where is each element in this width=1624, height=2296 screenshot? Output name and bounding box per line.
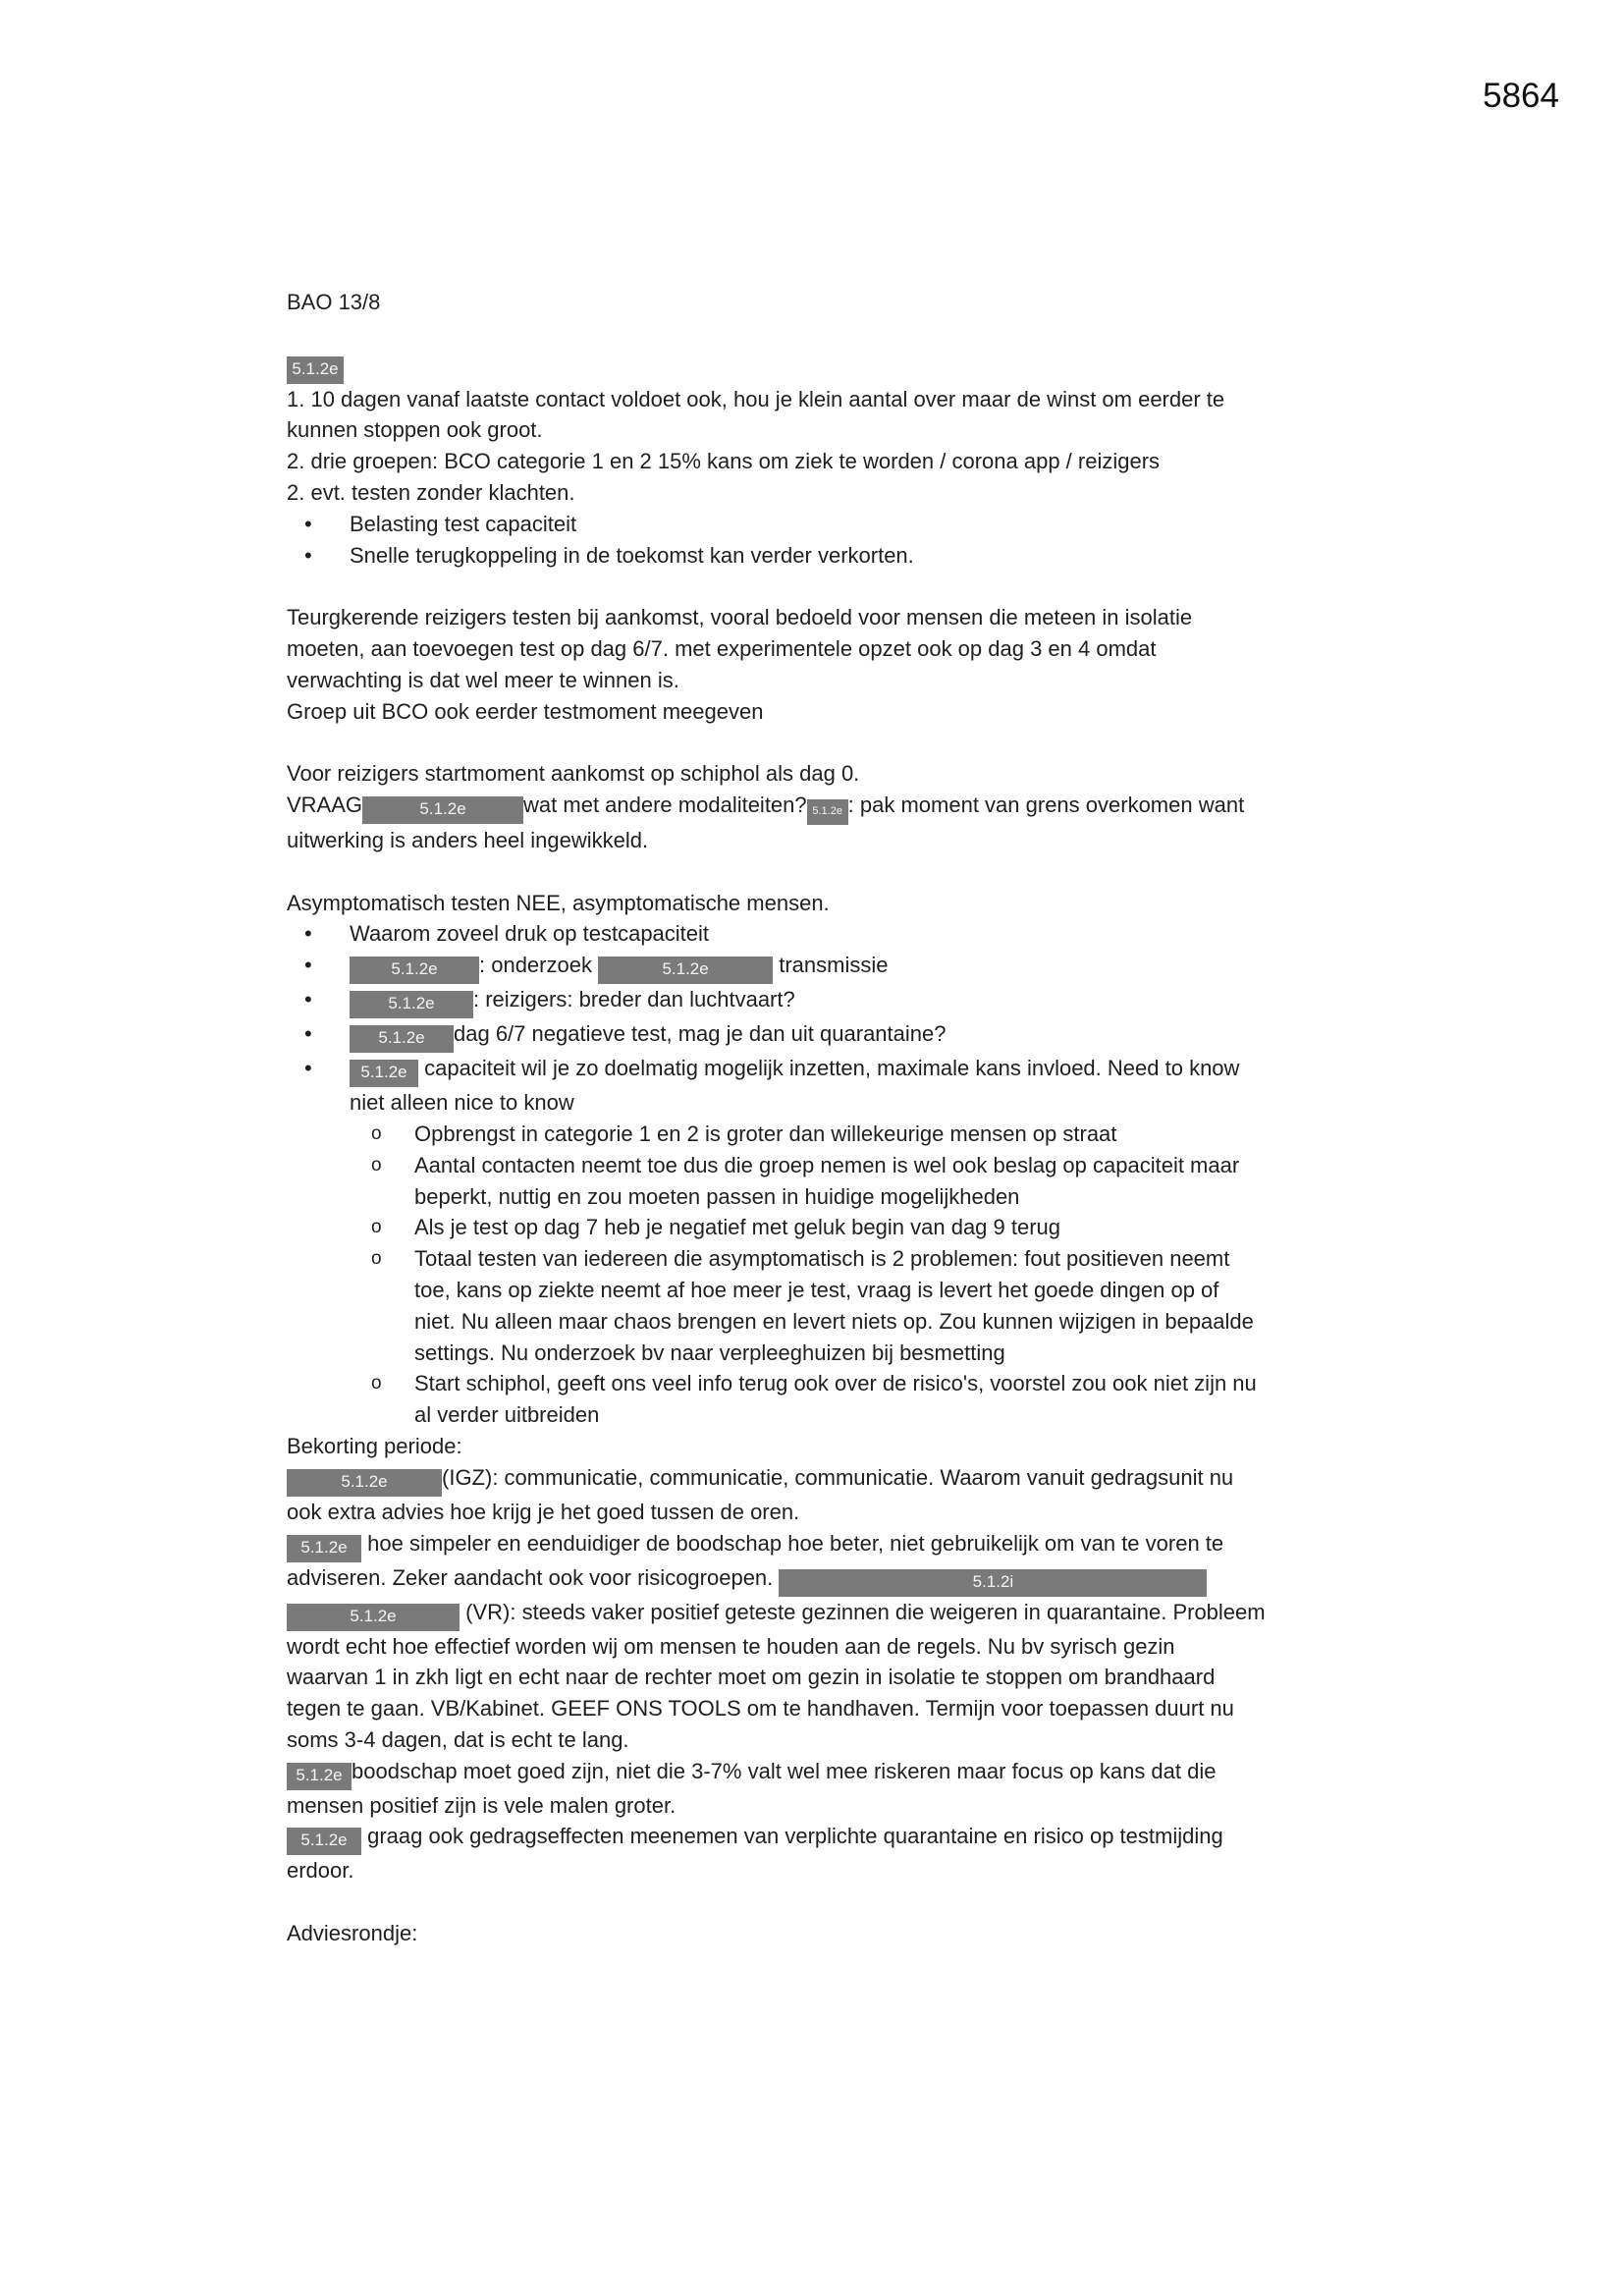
- list-item: [287, 1018, 1357, 1053]
- redaction-box: 5.1.2e: [350, 1060, 418, 1087]
- vraag-text: : pak moment van grens overkomen want: [847, 792, 1245, 817]
- list-item: • Waarom zoveel druk op testcapaciteit: [287, 918, 1357, 950]
- paragraph-line: [287, 1462, 1357, 1497]
- redaction-box: 5.1.2e: [807, 799, 848, 825]
- redaction-box: 5.1.2e: [350, 991, 473, 1018]
- redaction-box: 5.1.2e: [350, 1025, 454, 1053]
- redaction-box: 5.1.2i: [779, 1569, 1207, 1597]
- paragraph-text: graag ook gedragseffecten meenemen van verplichte quarantaine en risico op testmijding: [367, 1824, 1223, 1849]
- intro-bullet-list: [287, 509, 1357, 572]
- list-item-text: o Start schiphol, geeft ons veel info terug ook over de risico's, voorstel zou ook niet zijn nu: [414, 1371, 1257, 1396]
- section-heading: Bekorting periode:: [287, 1433, 462, 1458]
- intro-line: 2. evt. testen zonder klachten.: [287, 479, 575, 505]
- section-heading: Asymptomatisch testen NEE, asymptomatische mensen.: [287, 890, 830, 915]
- paragraph-line: Groep uit BCO ook eerder testmoment meegeven: [287, 698, 764, 724]
- list-item-text: : onderzoek: [479, 953, 592, 978]
- paragraph-line: soms 3-4 dagen, dat is echt te lang.: [287, 1726, 629, 1752]
- paragraph-line: mensen positief zijn is vele malen groter.: [287, 1792, 677, 1818]
- list-item: [287, 1212, 1357, 1243]
- list-item-text: o Totaal testen van iedereen die asymptomatisch is 2 problemen: fout positieven neemt: [414, 1246, 1230, 1272]
- paragraph-line: wordt echt hoe effectief worden wij om mensen te houden aan de regels. Nu bv syrisch gezin: [287, 1633, 1175, 1659]
- list-item-text: beperkt, nuttig en zou moeten passen in huidige mogelijkheden: [414, 1183, 1020, 1209]
- paragraph-line: [287, 1756, 1357, 1790]
- list-item-text: transmissie: [779, 953, 889, 978]
- paragraph-text: (IGZ): communicatie, communicatie, communicatie. Waarom vanuit gedragsunit nu: [442, 1464, 1234, 1490]
- redaction-box: 5.1.2e: [287, 1604, 460, 1631]
- paragraph-text: adviseren. Zeker aandacht ook voor risicogroepen.: [287, 1564, 774, 1590]
- list-item-text: : reizigers: breder dan luchtvaart?: [473, 987, 795, 1012]
- list-item: • Belasting test capaciteit: [287, 509, 1357, 540]
- list-item-text: niet. Nu alleen maar chaos brengen en levert niets op. Zou kunnen wijzigen in bepaalde: [414, 1308, 1254, 1334]
- redaction-box: 5.1.2e: [350, 957, 479, 984]
- list-item-text: o Als je test op dag 7 heb je negatief met geluk begin van dag 9 terug: [414, 1215, 1061, 1240]
- list-item-text: toe, kans op ziekte neemt af hoe meer je test, vraag is levert het goede dingen op of: [414, 1277, 1219, 1302]
- paragraph-text: boodschap moet goed zijn, niet die 3-7% valt wel mee riskeren maar focus op kans dat die: [352, 1758, 1217, 1783]
- paragraph-line: verwachting is dat wel meer te winnen is.: [287, 667, 679, 692]
- list-item-text: dag 6/7 negatieve test, mag je dan uit quarantaine?: [454, 1021, 947, 1047]
- list-item-text: al verder uitbreiden: [414, 1402, 600, 1428]
- asymptomatisch-bullet-list: [287, 918, 1357, 1119]
- paragraph-line: ook extra advies hoe krijg je het goed tussen de oren.: [287, 1499, 800, 1524]
- paragraph-line: waarvan 1 in zkh ligt en echt naar de rechter moet om gezin in isolatie te stoppen om brandhaard: [287, 1665, 1216, 1690]
- paragraph-text: (VR): steeds vaker positief geteste gezinnen die weigeren in quarantaine. Probleem: [465, 1599, 1266, 1624]
- vraag-line: [287, 790, 1357, 825]
- paragraph-line: tegen te gaan. VB/Kabinet. GEEF ONS TOOLS om te handhaven. Termijn voor toepassen duurt nu: [287, 1696, 1234, 1722]
- list-item-text: o Opbrengst in categorie 1 en 2 is groter dan willekeurige mensen op straat: [414, 1121, 1117, 1146]
- intro-line: 2. drie groepen: BCO categorie 1 en 2 15% kans om ziek te worden / corona app / reizigers: [287, 449, 1161, 474]
- paragraph-text: hoe simpeler en eenduidiger de boodschap hoe beter, niet gebruikelijk om van te voren te: [367, 1530, 1224, 1556]
- paragraph-line: [287, 1821, 1357, 1855]
- redaction-box: 5.1.2e: [287, 1469, 442, 1497]
- intro-line: kunnen stoppen ook groot.: [287, 417, 543, 443]
- list-item: [287, 1119, 1357, 1150]
- redaction-box: 5.1.2e: [598, 957, 773, 984]
- redaction-box: 5.1.2e: [287, 1828, 361, 1855]
- paragraph-line: uitwerking is anders heel ingewikkeld.: [287, 827, 649, 852]
- redaction-box: 5.1.2e: [287, 356, 344, 384]
- paragraph-line: Teurgkerende reizigers testen bij aankomst, vooral bedoeld voor mensen die meteen in isolatie: [287, 605, 1193, 630]
- list-item: [287, 1243, 1357, 1368]
- paragraph-line: [287, 1562, 1357, 1597]
- document-title: BAO 13/8: [287, 290, 381, 314]
- redaction-box: 5.1.2e: [362, 796, 523, 824]
- paragraph-line: Voor reizigers startmoment aankomst op schiphol als dag 0.: [287, 761, 860, 787]
- list-item: [287, 984, 1357, 1018]
- intro-line: 1. 10 dagen vanaf laatste contact voldoet ook, hou je klein aantal over maar de winst om eerder te: [287, 386, 1225, 411]
- document-body: [287, 287, 1357, 1949]
- list-item-text: capaciteit wil je zo doelmatig mogelijk inzetten, maximale kans invloed. Need to know: [424, 1056, 1240, 1081]
- section-heading: Adviesrondje:: [287, 1921, 418, 1946]
- list-item: [287, 1150, 1357, 1213]
- paragraph-line: moeten, aan toevoegen test op dag 6/7. met experimentele opzet ook op dag 3 en 4 omdat: [287, 635, 1157, 661]
- list-item: [287, 1053, 1357, 1119]
- list-item: [287, 950, 1357, 984]
- list-item-text: o Aantal contacten neemt toe dus die groep nemen is wel ook beslag op capaciteit maar: [414, 1152, 1240, 1177]
- list-item: • Snelle terugkoppeling in de toekomst kan verder verkorten.: [287, 540, 1357, 572]
- list-item-text: niet alleen nice to know: [350, 1090, 574, 1116]
- page-number: 5864: [1483, 77, 1559, 115]
- asymptomatisch-sub-list: [287, 1119, 1357, 1431]
- paragraph-line: [287, 1528, 1357, 1562]
- redaction-box: 5.1.2e: [287, 1535, 361, 1562]
- vraag-text: wat met andere modaliteiten?: [523, 792, 807, 817]
- list-item-text: settings. Nu onderzoek bv naar verpleeghuizen bij besmetting: [414, 1339, 1005, 1365]
- vraag-label: VRAAG: [287, 792, 363, 817]
- redaction-box: 5.1.2e: [287, 1763, 352, 1790]
- paragraph-line: [287, 1597, 1357, 1631]
- paragraph-line: erdoor.: [287, 1858, 354, 1884]
- list-item: [287, 1368, 1357, 1431]
